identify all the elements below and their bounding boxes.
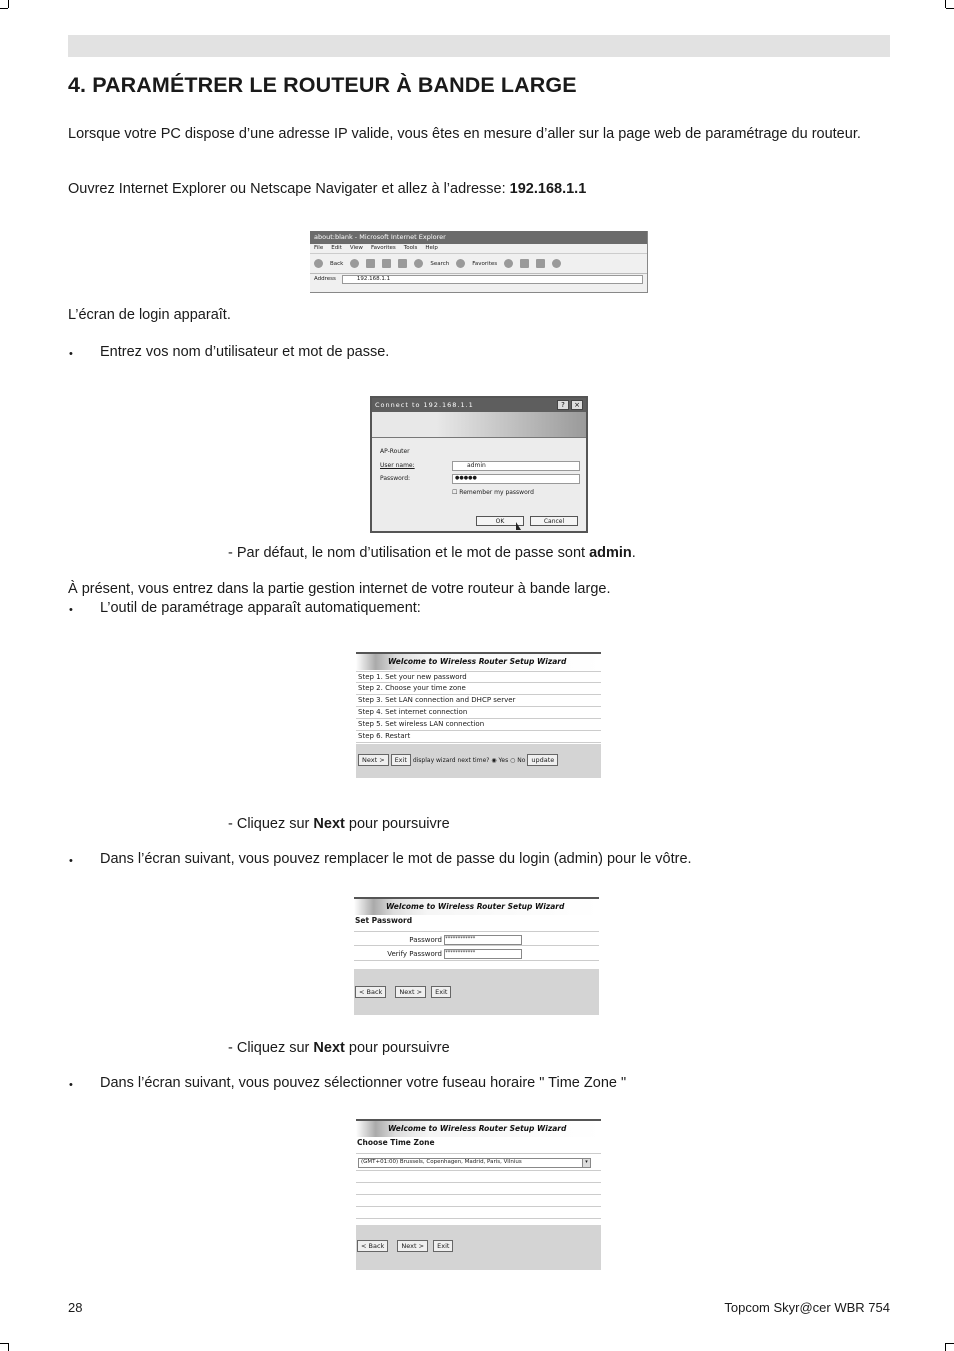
cursor-icon — [516, 522, 521, 530]
exit-button: Exit — [431, 986, 451, 998]
exit-button: Exit — [433, 1240, 453, 1252]
footer-product: Topcom Skyr@cer WBR 754 — [724, 1300, 890, 1315]
timezone-select: (GMT+01:00) Brussels, Copenhagen, Madrid, Paris, Vilnius ▾ — [358, 1158, 591, 1168]
update-button: update — [527, 754, 558, 766]
next-button: Next > — [358, 754, 389, 766]
forward-icon — [350, 259, 359, 268]
wizard-password-screenshot — [354, 897, 599, 1015]
page-number: 28 — [68, 1300, 83, 1315]
history-icon — [504, 259, 513, 268]
password-field: ************ — [444, 935, 522, 945]
exit-button: Exit — [391, 754, 411, 766]
messenger-icon — [552, 259, 561, 268]
ie-screenshot — [310, 231, 648, 293]
radio-no: ○ No — [510, 757, 526, 764]
next-button: Next > — [395, 986, 426, 998]
back-icon — [314, 259, 323, 268]
ie-title-bar: about:blank - Microsoft Internet Explorer — [310, 231, 647, 244]
back-button: < Back — [357, 1240, 388, 1252]
mail-icon — [520, 259, 529, 268]
radio-yes: ◉ Yes — [491, 757, 509, 764]
password-field: ●●●●● — [452, 474, 580, 484]
wizard-timezone-screenshot — [356, 1119, 601, 1270]
wizard-step: Step 1. Set your new password — [356, 671, 601, 683]
ip-address: 192.168.1.1 — [509, 181, 587, 197]
ok-button: OK — [476, 516, 524, 526]
ie-address-bar: Address 192.168.1.1 — [310, 274, 647, 286]
login-realm: AP-Router — [380, 448, 410, 455]
wizard-step: Step 4. Set internet connection — [356, 707, 601, 719]
click-next-text-1: - Cliquez sur Next pour poursuivre — [228, 816, 450, 832]
intro-paragraph: Lorsque votre PC dispose d’une adresse IP valide, vous êtes en mesure d’aller sur la page web de paramétrage du routeur. — [68, 126, 861, 142]
wizard-step: Step 2. Choose your time zone — [356, 683, 601, 695]
back-button: < Back — [355, 986, 386, 998]
section-title: Set Password — [355, 916, 413, 925]
password-label: Password: — [380, 475, 411, 482]
display-question: display wizard next time? — [412, 757, 490, 764]
password-label: Password — [409, 936, 442, 944]
default-credentials-text: - Par défaut, le nom d’utilisation et le mot de passe sont admin. — [228, 545, 636, 561]
wizard-steps-screenshot — [356, 652, 601, 778]
now-enter-text: À présent, vous entrez dans la partie gestion internet de votre routeur à bande large. — [68, 581, 611, 597]
search-icon — [414, 259, 423, 268]
wizard-title: Welcome to Wireless Router Setup Wizard — [354, 897, 599, 915]
next-button: Next > — [397, 1240, 428, 1252]
login-banner — [372, 412, 586, 438]
remember-checkbox: ☐ Remember my password — [452, 489, 534, 496]
login-title-bar: Connect to 192.168.1.1 — [372, 398, 586, 412]
verify-field: ************ — [444, 949, 522, 959]
open-ie-paragraph: Ouvrez Internet Explorer ou Netscape Navigater et allez à l’adresse: 192.168.1.1 — [68, 181, 587, 197]
bullet-tool: L’outil de paramétrage apparaît automatiquement: — [100, 600, 421, 616]
ie-toolbar: Back Search Favorites — [310, 254, 647, 274]
verify-label: Verify Password — [387, 950, 442, 958]
section-title: Choose Time Zone — [357, 1138, 435, 1147]
wizard-title: Welcome to Wireless Router Setup Wizard — [356, 1119, 601, 1137]
bullet-enter-credentials: Entrez vos nom d’utilisateur et mot de passe. — [100, 344, 390, 360]
bullet-icon: • — [69, 604, 73, 616]
bullet-icon: • — [69, 855, 73, 867]
login-dialog-screenshot — [370, 396, 588, 533]
header-bar — [68, 35, 890, 57]
print-icon — [536, 259, 545, 268]
bullet-password: Dans l’écran suivant, vous pouvez remplacer le mot de passe du login (admin) pour le vôtre. — [100, 851, 692, 867]
click-next-text-2: - Cliquez sur Next pour poursuivre — [228, 1040, 450, 1056]
login-screen-text: L’écran de login apparaît. — [68, 307, 231, 323]
bullet-timezone: Dans l’écran suivant, vous pouvez sélectionner votre fuseau horaire " Time Zone " — [100, 1075, 627, 1091]
wizard-step: Step 6. Restart — [356, 731, 601, 743]
chevron-down-icon: ▾ — [582, 1159, 590, 1167]
help-icon: ? — [557, 400, 569, 410]
address-field: 192.168.1.1 — [342, 275, 643, 284]
page-title: 4. PARAMÉTRER LE ROUTEUR À BANDE LARGE — [68, 73, 577, 97]
bullet-icon: • — [69, 348, 73, 360]
home-icon — [398, 259, 407, 268]
bullet-icon: • — [69, 1079, 73, 1091]
stop-icon — [366, 259, 375, 268]
wizard-step: Step 5. Set wireless LAN connection — [356, 719, 601, 731]
refresh-icon — [382, 259, 391, 268]
user-label: User name: — [380, 462, 415, 469]
wizard-step: Step 3. Set LAN connection and DHCP server — [356, 695, 601, 707]
cancel-button: Cancel — [530, 516, 578, 526]
user-field: admin — [452, 461, 580, 471]
favorites-icon — [456, 259, 465, 268]
wizard-title: Welcome to Wireless Router Setup Wizard — [356, 652, 601, 670]
close-icon: × — [571, 400, 583, 410]
ie-menu-bar: File Edit View Favorites Tools Help — [310, 244, 647, 254]
